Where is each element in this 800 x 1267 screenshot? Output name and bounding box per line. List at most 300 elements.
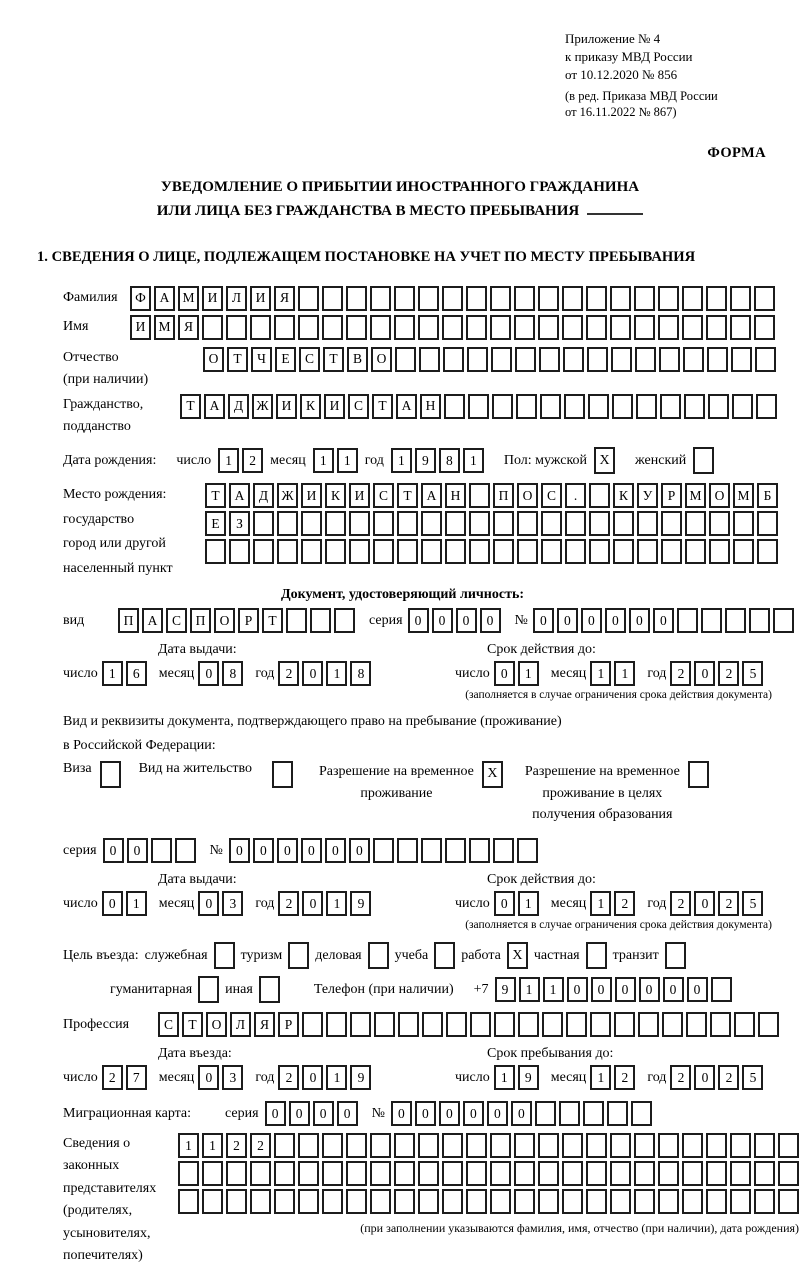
char-cell[interactable] (394, 1133, 415, 1158)
char-cell[interactable] (467, 347, 488, 372)
char-cell[interactable] (778, 1161, 799, 1186)
char-cell[interactable] (274, 315, 295, 340)
char-cell[interactable]: Д (228, 394, 249, 419)
char-cell[interactable] (395, 347, 416, 372)
char-cell[interactable] (662, 1012, 683, 1037)
char-cell[interactable] (538, 286, 559, 311)
char-cell[interactable] (758, 1012, 779, 1037)
char-cell[interactable]: 0 (302, 661, 323, 686)
char-cell[interactable]: 6 (126, 661, 147, 686)
char-cell[interactable]: А (229, 483, 250, 508)
char-cell[interactable] (707, 347, 728, 372)
char-cell[interactable] (754, 315, 775, 340)
char-cell[interactable]: 0 (408, 608, 429, 633)
char-cell[interactable] (469, 483, 490, 508)
char-cell[interactable]: 1 (126, 891, 147, 916)
char-cell[interactable]: 0 (494, 891, 515, 916)
char-cell[interactable]: 0 (432, 608, 453, 633)
char-cell[interactable] (322, 1133, 343, 1158)
char-cell[interactable] (634, 1133, 655, 1158)
char-cell[interactable]: 7 (126, 1065, 147, 1090)
char-cell[interactable] (490, 1161, 511, 1186)
char-cell[interactable] (442, 1189, 463, 1214)
char-cell[interactable] (397, 511, 418, 536)
char-cell[interactable]: 0 (391, 1101, 412, 1126)
char-cell[interactable]: З (229, 511, 250, 536)
char-cell[interactable] (322, 1189, 343, 1214)
char-cell[interactable] (538, 315, 559, 340)
char-cell[interactable] (253, 511, 274, 536)
char-cell[interactable] (373, 511, 394, 536)
char-cell[interactable]: К (613, 483, 634, 508)
char-cell[interactable]: 1 (202, 1133, 223, 1158)
char-cell[interactable] (226, 1161, 247, 1186)
char-cell[interactable] (754, 1189, 775, 1214)
char-cell[interactable]: 0 (629, 608, 650, 633)
char-cell[interactable]: 2 (226, 1133, 247, 1158)
char-cell[interactable]: 2 (718, 1065, 739, 1090)
char-cell[interactable] (589, 539, 610, 564)
char-cell[interactable] (274, 1189, 295, 1214)
char-cell[interactable]: 1 (391, 448, 412, 473)
char-cell[interactable] (346, 1133, 367, 1158)
char-cell[interactable] (730, 1133, 751, 1158)
char-cell[interactable] (613, 511, 634, 536)
char-cell[interactable] (226, 315, 247, 340)
char-cell[interactable] (346, 1161, 367, 1186)
char-cell[interactable] (370, 286, 391, 311)
char-cell[interactable]: Т (323, 347, 344, 372)
char-cell[interactable] (301, 539, 322, 564)
char-cell[interactable]: М (178, 286, 199, 311)
char-cell[interactable] (516, 394, 537, 419)
char-cell[interactable]: Р (238, 608, 259, 633)
char-cell[interactable] (634, 1189, 655, 1214)
char-cell[interactable] (565, 511, 586, 536)
char-cell[interactable] (583, 1101, 604, 1126)
char-cell[interactable] (683, 347, 704, 372)
char-cell[interactable]: С (166, 608, 187, 633)
sex-male-checkbox[interactable]: X (594, 447, 615, 474)
char-cell[interactable] (564, 394, 585, 419)
char-cell[interactable]: 1 (543, 977, 564, 1002)
char-cell[interactable]: Н (445, 483, 466, 508)
char-cell[interactable] (610, 1161, 631, 1186)
char-cell[interactable]: 3 (222, 891, 243, 916)
char-cell[interactable] (636, 394, 657, 419)
char-cell[interactable] (419, 347, 440, 372)
char-cell[interactable] (706, 315, 727, 340)
char-cell[interactable] (493, 511, 514, 536)
char-cell[interactable] (325, 511, 346, 536)
sex-female-checkbox[interactable] (693, 447, 714, 474)
char-cell[interactable] (754, 286, 775, 311)
char-cell[interactable] (277, 511, 298, 536)
char-cell[interactable] (757, 539, 778, 564)
char-cell[interactable] (298, 1161, 319, 1186)
char-cell[interactable] (635, 347, 656, 372)
char-cell[interactable]: А (154, 286, 175, 311)
char-cell[interactable]: 1 (494, 1065, 515, 1090)
char-cell[interactable]: Т (205, 483, 226, 508)
char-cell[interactable]: 0 (302, 1065, 323, 1090)
char-cell[interactable] (708, 394, 729, 419)
char-cell[interactable] (394, 286, 415, 311)
char-cell[interactable] (277, 539, 298, 564)
char-cell[interactable] (466, 286, 487, 311)
char-cell[interactable] (587, 347, 608, 372)
char-cell[interactable] (634, 286, 655, 311)
char-cell[interactable] (586, 1161, 607, 1186)
char-cell[interactable]: 1 (218, 448, 239, 473)
char-cell[interactable] (682, 286, 703, 311)
char-cell[interactable] (422, 1012, 443, 1037)
char-cell[interactable]: 5 (742, 891, 763, 916)
char-cell[interactable] (398, 1012, 419, 1037)
char-cell[interactable]: О (203, 347, 224, 372)
char-cell[interactable]: П (118, 608, 139, 633)
char-cell[interactable] (590, 1012, 611, 1037)
char-cell[interactable] (562, 1161, 583, 1186)
char-cell[interactable]: М (685, 483, 706, 508)
char-cell[interactable]: 2 (718, 891, 739, 916)
char-cell[interactable] (563, 347, 584, 372)
char-cell[interactable] (709, 511, 730, 536)
char-cell[interactable] (301, 511, 322, 536)
char-cell[interactable] (710, 1012, 731, 1037)
purpose-transit-checkbox[interactable] (665, 942, 686, 969)
char-cell[interactable] (661, 539, 682, 564)
char-cell[interactable] (658, 286, 679, 311)
char-cell[interactable] (178, 1189, 199, 1214)
char-cell[interactable]: 8 (222, 661, 243, 686)
char-cell[interactable]: И (250, 286, 271, 311)
char-cell[interactable]: 1 (326, 1065, 347, 1090)
char-cell[interactable]: Т (262, 608, 283, 633)
char-cell[interactable]: К (325, 483, 346, 508)
char-cell[interactable] (730, 315, 751, 340)
char-cell[interactable]: 1 (518, 661, 539, 686)
char-cell[interactable] (734, 1012, 755, 1037)
char-cell[interactable]: Л (230, 1012, 251, 1037)
char-cell[interactable]: 3 (222, 1065, 243, 1090)
char-cell[interactable] (322, 315, 343, 340)
char-cell[interactable] (418, 1189, 439, 1214)
purpose-humanitarian-checkbox[interactable] (198, 976, 219, 1003)
char-cell[interactable]: Т (397, 483, 418, 508)
char-cell[interactable]: 1 (590, 891, 611, 916)
char-cell[interactable] (418, 1133, 439, 1158)
char-cell[interactable]: С (299, 347, 320, 372)
char-cell[interactable]: Р (661, 483, 682, 508)
char-cell[interactable] (559, 1101, 580, 1126)
char-cell[interactable] (442, 315, 463, 340)
char-cell[interactable]: 1 (463, 448, 484, 473)
char-cell[interactable]: 0 (277, 838, 298, 863)
char-cell[interactable] (397, 838, 418, 863)
char-cell[interactable] (202, 1189, 223, 1214)
char-cell[interactable]: И (276, 394, 297, 419)
char-cell[interactable] (638, 1012, 659, 1037)
char-cell[interactable] (682, 315, 703, 340)
char-cell[interactable]: К (300, 394, 321, 419)
char-cell[interactable]: 0 (615, 977, 636, 1002)
char-cell[interactable] (370, 315, 391, 340)
char-cell[interactable] (535, 1101, 556, 1126)
char-cell[interactable] (610, 1133, 631, 1158)
char-cell[interactable] (661, 511, 682, 536)
char-cell[interactable] (757, 511, 778, 536)
char-cell[interactable]: 8 (350, 661, 371, 686)
char-cell[interactable] (492, 394, 513, 419)
char-cell[interactable] (682, 1161, 703, 1186)
char-cell[interactable] (514, 315, 535, 340)
char-cell[interactable]: 0 (229, 838, 250, 863)
char-cell[interactable] (778, 1133, 799, 1158)
char-cell[interactable]: 1 (519, 977, 540, 1002)
char-cell[interactable]: И (202, 286, 223, 311)
char-cell[interactable] (250, 1189, 271, 1214)
char-cell[interactable] (677, 608, 698, 633)
char-cell[interactable] (493, 539, 514, 564)
char-cell[interactable] (517, 838, 538, 863)
char-cell[interactable]: Я (274, 286, 295, 311)
char-cell[interactable] (418, 286, 439, 311)
char-cell[interactable] (491, 347, 512, 372)
char-cell[interactable] (421, 838, 442, 863)
char-cell[interactable]: 0 (557, 608, 578, 633)
char-cell[interactable] (631, 1101, 652, 1126)
char-cell[interactable]: 2 (102, 1065, 123, 1090)
char-cell[interactable]: 0 (533, 608, 554, 633)
char-cell[interactable] (685, 511, 706, 536)
char-cell[interactable]: 9 (518, 1065, 539, 1090)
char-cell[interactable]: Я (254, 1012, 275, 1037)
char-cell[interactable] (610, 286, 631, 311)
char-cell[interactable]: 2 (670, 891, 691, 916)
char-cell[interactable]: 0 (253, 838, 274, 863)
char-cell[interactable] (468, 394, 489, 419)
char-cell[interactable] (442, 1161, 463, 1186)
char-cell[interactable] (394, 315, 415, 340)
char-cell[interactable]: 0 (313, 1101, 334, 1126)
char-cell[interactable] (701, 608, 722, 633)
char-cell[interactable] (614, 1012, 635, 1037)
char-cell[interactable] (466, 1133, 487, 1158)
char-cell[interactable]: А (396, 394, 417, 419)
char-cell[interactable]: 0 (653, 608, 674, 633)
char-cell[interactable] (658, 1133, 679, 1158)
char-cell[interactable] (274, 1133, 295, 1158)
char-cell[interactable]: 8 (439, 448, 460, 473)
char-cell[interactable]: Т (182, 1012, 203, 1037)
char-cell[interactable]: М (154, 315, 175, 340)
char-cell[interactable]: 0 (415, 1101, 436, 1126)
char-cell[interactable] (466, 1161, 487, 1186)
char-cell[interactable] (730, 1161, 751, 1186)
char-cell[interactable]: 2 (250, 1133, 271, 1158)
char-cell[interactable]: 2 (242, 448, 263, 473)
char-cell[interactable]: М (733, 483, 754, 508)
char-cell[interactable] (444, 394, 465, 419)
char-cell[interactable]: С (158, 1012, 179, 1037)
char-cell[interactable] (686, 1012, 707, 1037)
char-cell[interactable] (322, 286, 343, 311)
char-cell[interactable] (660, 394, 681, 419)
char-cell[interactable]: А (142, 608, 163, 633)
char-cell[interactable] (229, 539, 250, 564)
char-cell[interactable]: О (206, 1012, 227, 1037)
char-cell[interactable]: Т (372, 394, 393, 419)
char-cell[interactable] (538, 1189, 559, 1214)
char-cell[interactable]: Т (180, 394, 201, 419)
char-cell[interactable] (518, 1012, 539, 1037)
char-cell[interactable]: 2 (614, 891, 635, 916)
char-cell[interactable] (754, 1161, 775, 1186)
char-cell[interactable]: Ч (251, 347, 272, 372)
char-cell[interactable] (466, 1189, 487, 1214)
char-cell[interactable] (446, 1012, 467, 1037)
char-cell[interactable] (394, 1161, 415, 1186)
char-cell[interactable]: Е (275, 347, 296, 372)
char-cell[interactable] (684, 394, 705, 419)
char-cell[interactable] (586, 286, 607, 311)
char-cell[interactable] (685, 539, 706, 564)
char-cell[interactable]: 0 (337, 1101, 358, 1126)
char-cell[interactable] (611, 347, 632, 372)
char-cell[interactable] (514, 1161, 535, 1186)
char-cell[interactable] (515, 347, 536, 372)
char-cell[interactable]: 9 (415, 448, 436, 473)
char-cell[interactable] (151, 838, 172, 863)
char-cell[interactable] (349, 511, 370, 536)
char-cell[interactable]: 9 (350, 891, 371, 916)
char-cell[interactable]: 0 (198, 1065, 219, 1090)
char-cell[interactable] (514, 286, 535, 311)
char-cell[interactable] (370, 1133, 391, 1158)
char-cell[interactable]: И (349, 483, 370, 508)
char-cell[interactable]: 0 (302, 891, 323, 916)
char-cell[interactable] (298, 286, 319, 311)
char-cell[interactable]: 5 (742, 1065, 763, 1090)
char-cell[interactable] (538, 1161, 559, 1186)
char-cell[interactable] (517, 539, 538, 564)
char-cell[interactable] (610, 1189, 631, 1214)
char-cell[interactable]: 0 (694, 891, 715, 916)
char-cell[interactable] (490, 315, 511, 340)
char-cell[interactable] (658, 315, 679, 340)
char-cell[interactable] (634, 315, 655, 340)
purpose-official-checkbox[interactable] (214, 942, 235, 969)
char-cell[interactable] (733, 539, 754, 564)
char-cell[interactable] (253, 539, 274, 564)
char-cell[interactable]: 2 (614, 1065, 635, 1090)
char-cell[interactable]: О (214, 608, 235, 633)
char-cell[interactable] (349, 539, 370, 564)
char-cell[interactable]: 0 (102, 891, 123, 916)
char-cell[interactable]: П (190, 608, 211, 633)
char-cell[interactable]: И (130, 315, 151, 340)
char-cell[interactable]: 1 (102, 661, 123, 686)
char-cell[interactable]: Н (420, 394, 441, 419)
char-cell[interactable] (541, 539, 562, 564)
char-cell[interactable] (725, 608, 746, 633)
char-cell[interactable]: 0 (325, 838, 346, 863)
char-cell[interactable] (326, 1012, 347, 1037)
char-cell[interactable]: 1 (590, 1065, 611, 1090)
char-cell[interactable] (586, 315, 607, 340)
char-cell[interactable] (421, 511, 442, 536)
char-cell[interactable]: О (709, 483, 730, 508)
char-cell[interactable] (205, 539, 226, 564)
char-cell[interactable] (562, 315, 583, 340)
char-cell[interactable] (749, 608, 770, 633)
char-cell[interactable] (658, 1189, 679, 1214)
char-cell[interactable] (298, 1133, 319, 1158)
char-cell[interactable]: 1 (326, 661, 347, 686)
char-cell[interactable] (445, 838, 466, 863)
char-cell[interactable] (756, 394, 777, 419)
char-cell[interactable] (346, 315, 367, 340)
char-cell[interactable] (730, 286, 751, 311)
char-cell[interactable]: 2 (670, 1065, 691, 1090)
char-cell[interactable]: Ж (277, 483, 298, 508)
char-cell[interactable] (613, 539, 634, 564)
char-cell[interactable] (418, 1161, 439, 1186)
char-cell[interactable] (540, 394, 561, 419)
char-cell[interactable] (490, 1189, 511, 1214)
char-cell[interactable] (706, 1161, 727, 1186)
char-cell[interactable] (562, 1133, 583, 1158)
char-cell[interactable] (539, 347, 560, 372)
char-cell[interactable] (706, 1133, 727, 1158)
char-cell[interactable]: 0 (581, 608, 602, 633)
char-cell[interactable]: П (493, 483, 514, 508)
char-cell[interactable] (730, 1189, 751, 1214)
char-cell[interactable] (445, 511, 466, 536)
char-cell[interactable] (562, 286, 583, 311)
char-cell[interactable]: 0 (289, 1101, 310, 1126)
char-cell[interactable] (421, 539, 442, 564)
char-cell[interactable] (373, 539, 394, 564)
char-cell[interactable]: А (204, 394, 225, 419)
char-cell[interactable]: У (637, 483, 658, 508)
char-cell[interactable] (778, 1189, 799, 1214)
char-cell[interactable] (469, 838, 490, 863)
char-cell[interactable] (634, 1161, 655, 1186)
char-cell[interactable] (250, 1161, 271, 1186)
char-cell[interactable] (711, 977, 732, 1002)
char-cell[interactable]: 0 (694, 1065, 715, 1090)
char-cell[interactable] (374, 1012, 395, 1037)
char-cell[interactable]: 9 (495, 977, 516, 1002)
char-cell[interactable]: О (371, 347, 392, 372)
char-cell[interactable]: Б (757, 483, 778, 508)
char-cell[interactable]: С (541, 483, 562, 508)
char-cell[interactable]: Я (178, 315, 199, 340)
char-cell[interactable] (586, 1189, 607, 1214)
char-cell[interactable] (514, 1133, 535, 1158)
char-cell[interactable]: 0 (439, 1101, 460, 1126)
char-cell[interactable]: 2 (278, 891, 299, 916)
char-cell[interactable] (346, 1189, 367, 1214)
char-cell[interactable]: 0 (349, 838, 370, 863)
char-cell[interactable] (637, 511, 658, 536)
char-cell[interactable]: 0 (591, 977, 612, 1002)
char-cell[interactable]: 0 (103, 838, 124, 863)
char-cell[interactable]: 0 (605, 608, 626, 633)
char-cell[interactable] (470, 1012, 491, 1037)
